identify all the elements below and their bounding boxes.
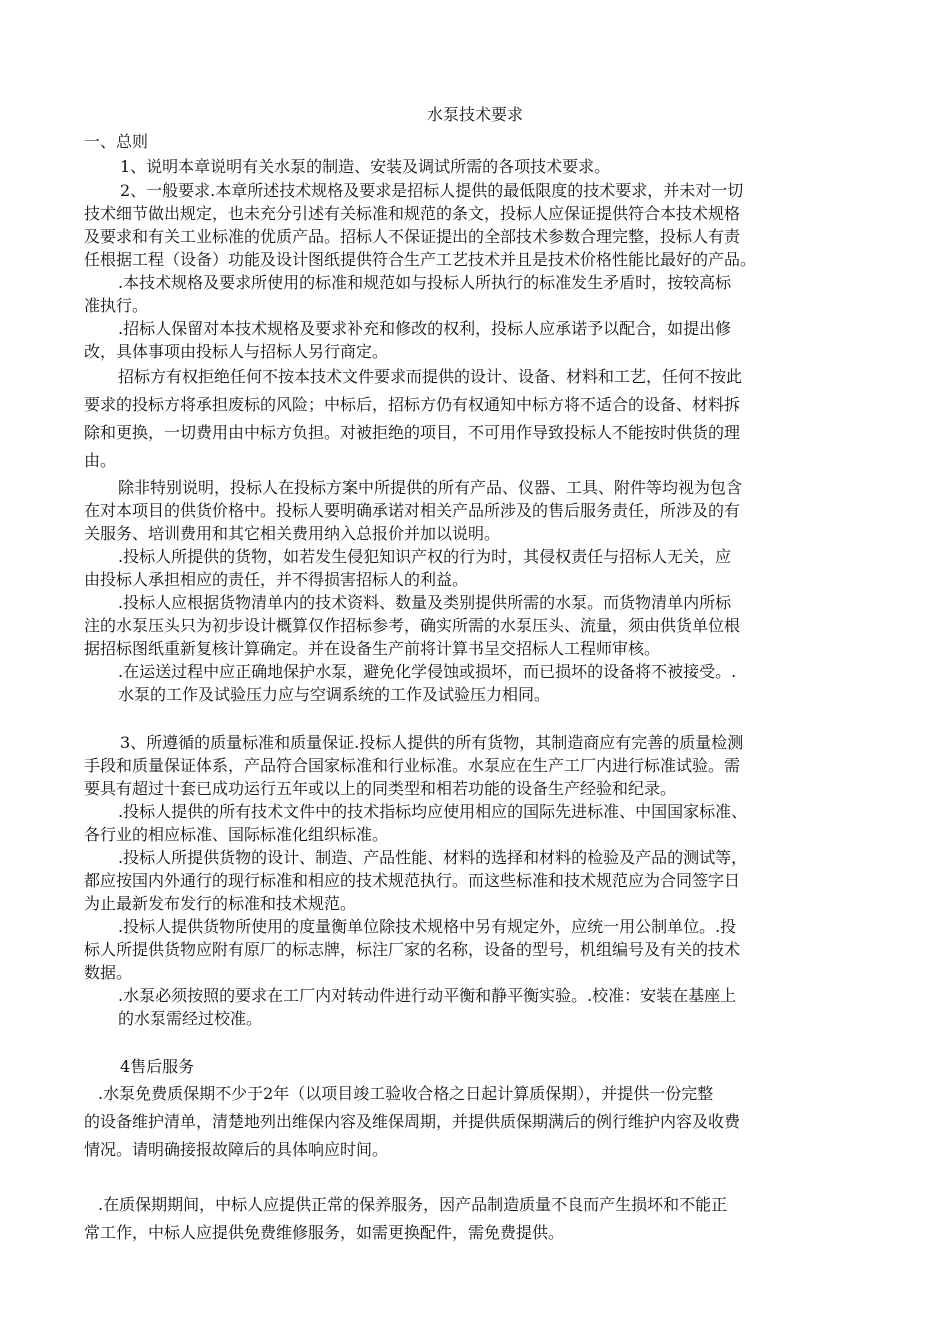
paragraph-line: .在质保期期间，中标人应提供正常的保养服务，因产品制造质量不良而产生损坏和不能正 [98, 1195, 728, 1214]
paragraph-line: 的设备维护清单，清楚地列出维保内容及维保周期，并提供质保期满后的例行维护内容及收费 [84, 1112, 741, 1131]
paragraph-line: .投标人所提供的货物，如若发生侵犯知识产权的行为时，其侵权责任与招标人无关，应 [118, 547, 732, 566]
paragraph-line: 情况。请明确接报故障后的具体响应时间。 [84, 1140, 389, 1159]
section-heading-general: 一、总则 [84, 132, 149, 151]
paragraph-line: 2、一般要求.本章所述技术规格及要求是招标人提供的最低限度的技术要求，并未对一切 [120, 181, 744, 200]
paragraph-line: .投标人提供的所有技术文件中的技术指标均应使用相应的国际先进标准、中国国家标准、 [118, 802, 748, 821]
paragraph-line: 招标方有权拒绝任何不按本技术文件要求而提供的设计、设备、材料和工艺，任何不按此 [118, 367, 743, 386]
paragraph-line: .在运送过程中应正确地保护水泵，避免化学侵蚀或损坏，而已损坏的设备将不被接受。. [118, 662, 737, 681]
paragraph-line: 水泵的工作及试验压力应与空调系统的工作及试验压力相同。 [118, 685, 551, 704]
paragraph-line: 手段和质量保证体系，产品符合国家标准和行业标准。水泵应在生产工厂内进行标准试验。需 [84, 756, 741, 775]
paragraph-line: 数据。 [84, 963, 133, 982]
paragraph-line: 都应按国内外通行的现行标准和相应的技术规范执行。而这些标准和技术规范应为合同签字日 [84, 871, 741, 890]
paragraph-line: 任根据工程（设备）功能及设计图纸提供符合生产工艺技术并且是技术价格性能比最好的产品。 [84, 250, 757, 269]
document-title: 水泵技术要求 [426, 105, 523, 124]
paragraph-line: 要具有超过十套已成功运行五年或以上的同类型和相若功能的设备生产经验和纪录。 [84, 779, 677, 798]
paragraph-line: .水泵免费质保期不少于2年（以项目竣工验收合格之日起计算质保期），并提供一份完整 [98, 1084, 714, 1103]
paragraph-line: 除和更换，一切费用由中标方负担。对被拒绝的项目，不可用作导致投标人不能按时供货的理 [84, 423, 741, 442]
paragraph-line: 3、所遵循的质量标准和质量保证.投标人提供的所有货物，其制造商应有完善的质量检测 [120, 733, 744, 752]
paragraph-line: 关服务、培训费用和其它相关费用纳入总报价并加以说明。 [84, 524, 501, 543]
paragraph-line: 由投标人承担相应的责任，并不得损害招标人的利益。 [84, 570, 469, 589]
paragraph-line: .招标人保留对本技术规格及要求补充和修改的权利，投标人应承诺予以配合，如提出修 [118, 319, 732, 338]
paragraph-line: 除非特别说明，投标人在投标方案中所提供的所有产品、仪器、工具、附件等均视为包含 [118, 478, 743, 497]
paragraph-line: 1、说明本章说明有关水泵的制造、安装及调试所需的各项技术要求。 [120, 157, 611, 176]
paragraph-line: .投标人提供货物所使用的度量衡单位除技术规格中另有规定外，应统一用公制单位。.投 [118, 917, 737, 936]
paragraph-line: 在对本项目的供货价格中。投标人要明确承诺对相关产品所涉及的售后服务责任，所涉及的有 [84, 501, 741, 520]
section-heading-after-sales: 4售后服务 [120, 1057, 195, 1076]
paragraph-line: .投标人所提供货物的设计、制造、产品性能、材料的选择和材料的检验及产品的测试等， [118, 848, 748, 867]
paragraph-line: .本技术规格及要求所使用的标准和规范如与投标人所执行的标准发生矛盾时，按较高标 [118, 273, 732, 292]
paragraph-line: .投标人应根据货物清单内的技术资料、数量及类别提供所需的水泵。而货物清单内所标 [118, 593, 732, 612]
paragraph-line: 的水泵需经过校准。 [118, 1009, 263, 1028]
paragraph-line: 准执行。 [84, 296, 149, 315]
paragraph-line: .水泵必须按照的要求在工厂内对转动件进行动平衡和静平衡实验。.校准：安装在基座上 [118, 986, 737, 1005]
paragraph-line: 常工作，中标人应提供免费维修服务，如需更换配件，需免费提供。 [84, 1223, 565, 1242]
paragraph-line: 标人所提供货物应附有原厂的标志牌，标注厂家的名称，设备的型号，机组编号及有关的技术 [84, 940, 741, 959]
paragraph-line: 改，具体事项由投标人与招标人另行商定。 [84, 342, 389, 361]
paragraph-line: 要求的投标方将承担废标的风险；中标后，招标方仍有权通知中标方将不适合的设备、材料拆 [84, 395, 741, 414]
paragraph-line: 各行业的相应标准、国际标准化组织标准。 [84, 825, 389, 844]
paragraph-line: 据招标图纸重新复核计算确定。并在设备生产前将计算书呈交招标人工程师审核。 [84, 639, 661, 658]
paragraph-line: 及要求和有关工业标准的优质产品。招标人不保证提出的全部技术参数合理完整，投标人有责 [84, 227, 741, 246]
paragraph-line: 注的水泵压头只为初步设计概算仅作招标参考，确实所需的水泵压头、流量，须由供货单位根 [84, 616, 741, 635]
paragraph-line: 技术细节做出规定，也未充分引述有关标准和规范的条文，投标人应保证提供符合本技术规格 [84, 204, 741, 223]
paragraph-line: 由。 [84, 451, 117, 470]
paragraph-line: 为止最新发布发行的标准和技术规范。 [84, 894, 357, 913]
